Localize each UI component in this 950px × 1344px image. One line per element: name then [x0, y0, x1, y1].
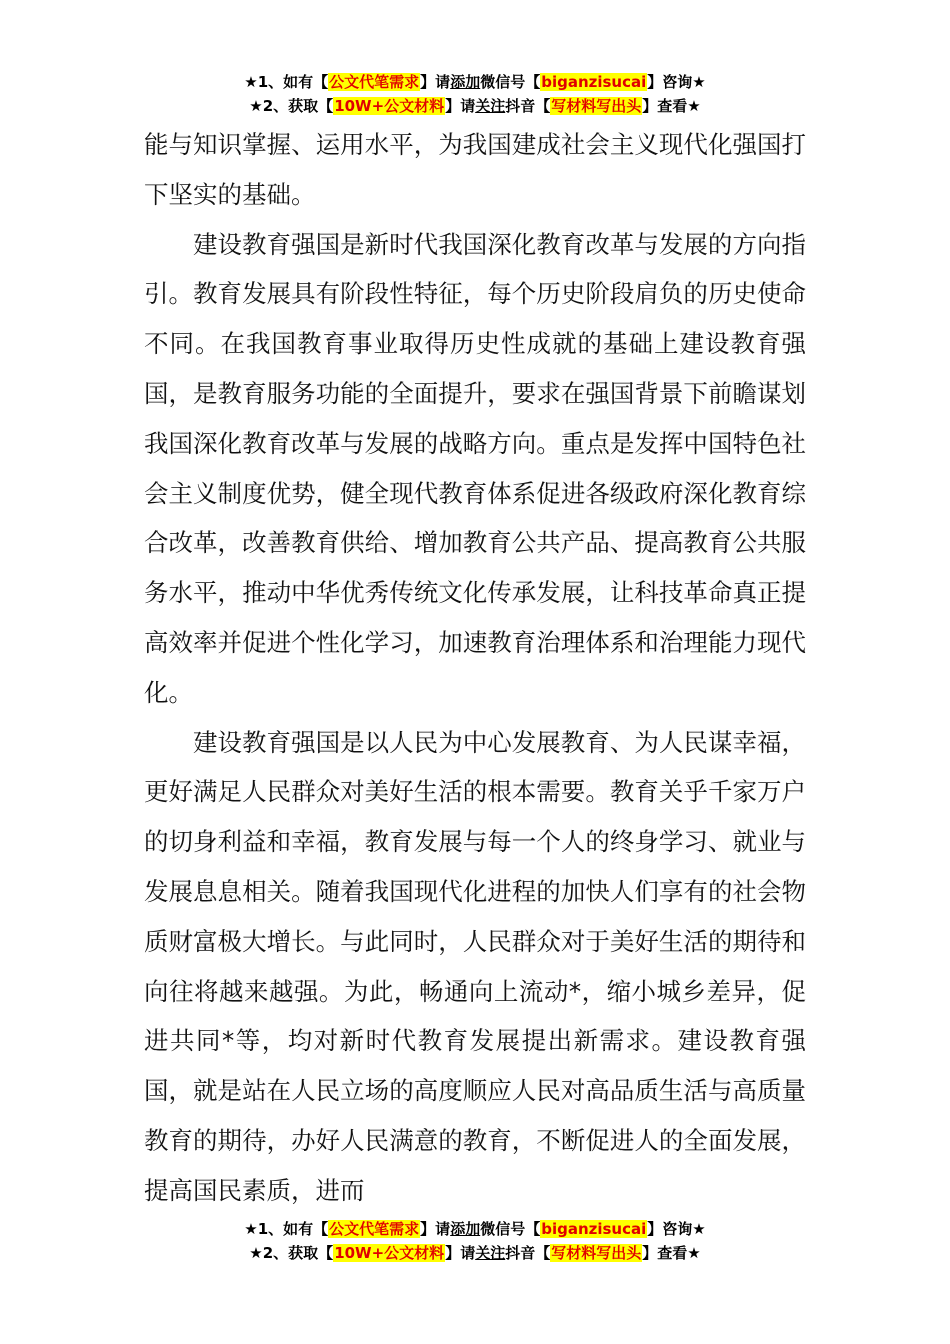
- highlight-materials: 10W+公文材料: [334, 1244, 445, 1262]
- highlight-wechat-id: biganzisucai: [541, 1220, 647, 1238]
- paragraph-continuation: 能与知识掌握、运用水平，为我国建成社会主义现代化强国打下坚实的基础。: [144, 130, 806, 209]
- paragraph: 建设教育强国是以人民为中心发展教育、为人民谋幸福，更好满足人民群众对美好生活的根本需要。教育关乎千家万户的切身利益和幸福，教育发展与每一个人的终身学习、就业与发展息息相关。随着我国现代化进程的加快人们享有的社会物质财富极大增长。与此同时，人民群众对于美好生活的期待和向往将越来越强。为此，畅通向上流动*，缩小城乡差异，促进共同*等，均对新时代教育发展提出新需求。建设教育强国，就是站在人民立场的高度顺应人民对高品质生活与高质量教育的期待，办好人民满意的教育，不断促进人的全面发展，提高国民素质，进而: [144, 727, 806, 1205]
- highlight-douyin-account: 写材料写出头: [551, 1244, 642, 1262]
- paragraph: 建设教育强国是新时代我国深化教育改革与发展的方向指引。教育发展具有阶段性特征，每个历史阶段肩负的历史使命不同。在我国教育事业取得历史性成就的基础上建设教育强国，是教育服务功能的全面提升，要求在强国背景下前瞻谋划我国深化教育改革与发展的战略方向。重点是发挥中国特色社会主义制度优势，健全现代教育体系促进各级政府深化教育综合改革，改善教育供给、增加教育公共产品、提高教育公共服务水平，推动中华优秀传统文化传承发展，让科技革命真正提高效率并促进个性化学习，加速教育治理体系和治理能力现代化。: [144, 229, 806, 707]
- highlight-wechat-id: biganzisucai: [541, 73, 647, 91]
- banner-line-1: ★1、如有【公文代笔需求】请添加微信号【biganzisucai】咨询★: [244, 73, 706, 91]
- highlight-douyin-account: 写材料写出头: [551, 97, 642, 115]
- highlight-service: 公文代笔需求: [329, 1220, 420, 1238]
- banner-line-1: ★1、如有【公文代笔需求】请添加微信号【biganzisucai】咨询★: [244, 1220, 706, 1238]
- highlight-materials: 10W+公文材料: [334, 97, 445, 115]
- highlight-service: 公文代笔需求: [329, 73, 420, 91]
- footer-banner: [0, 1217, 950, 1265]
- banner-line-2: ★2、获取【10W+公文材料】请关注抖音【写材料写出头】查看★: [249, 97, 701, 115]
- banner-line-2: ★2、获取【10W+公文材料】请关注抖音【写材料写出头】查看★: [249, 1244, 701, 1262]
- document-body: [144, 120, 806, 1216]
- header-banner: [0, 70, 950, 118]
